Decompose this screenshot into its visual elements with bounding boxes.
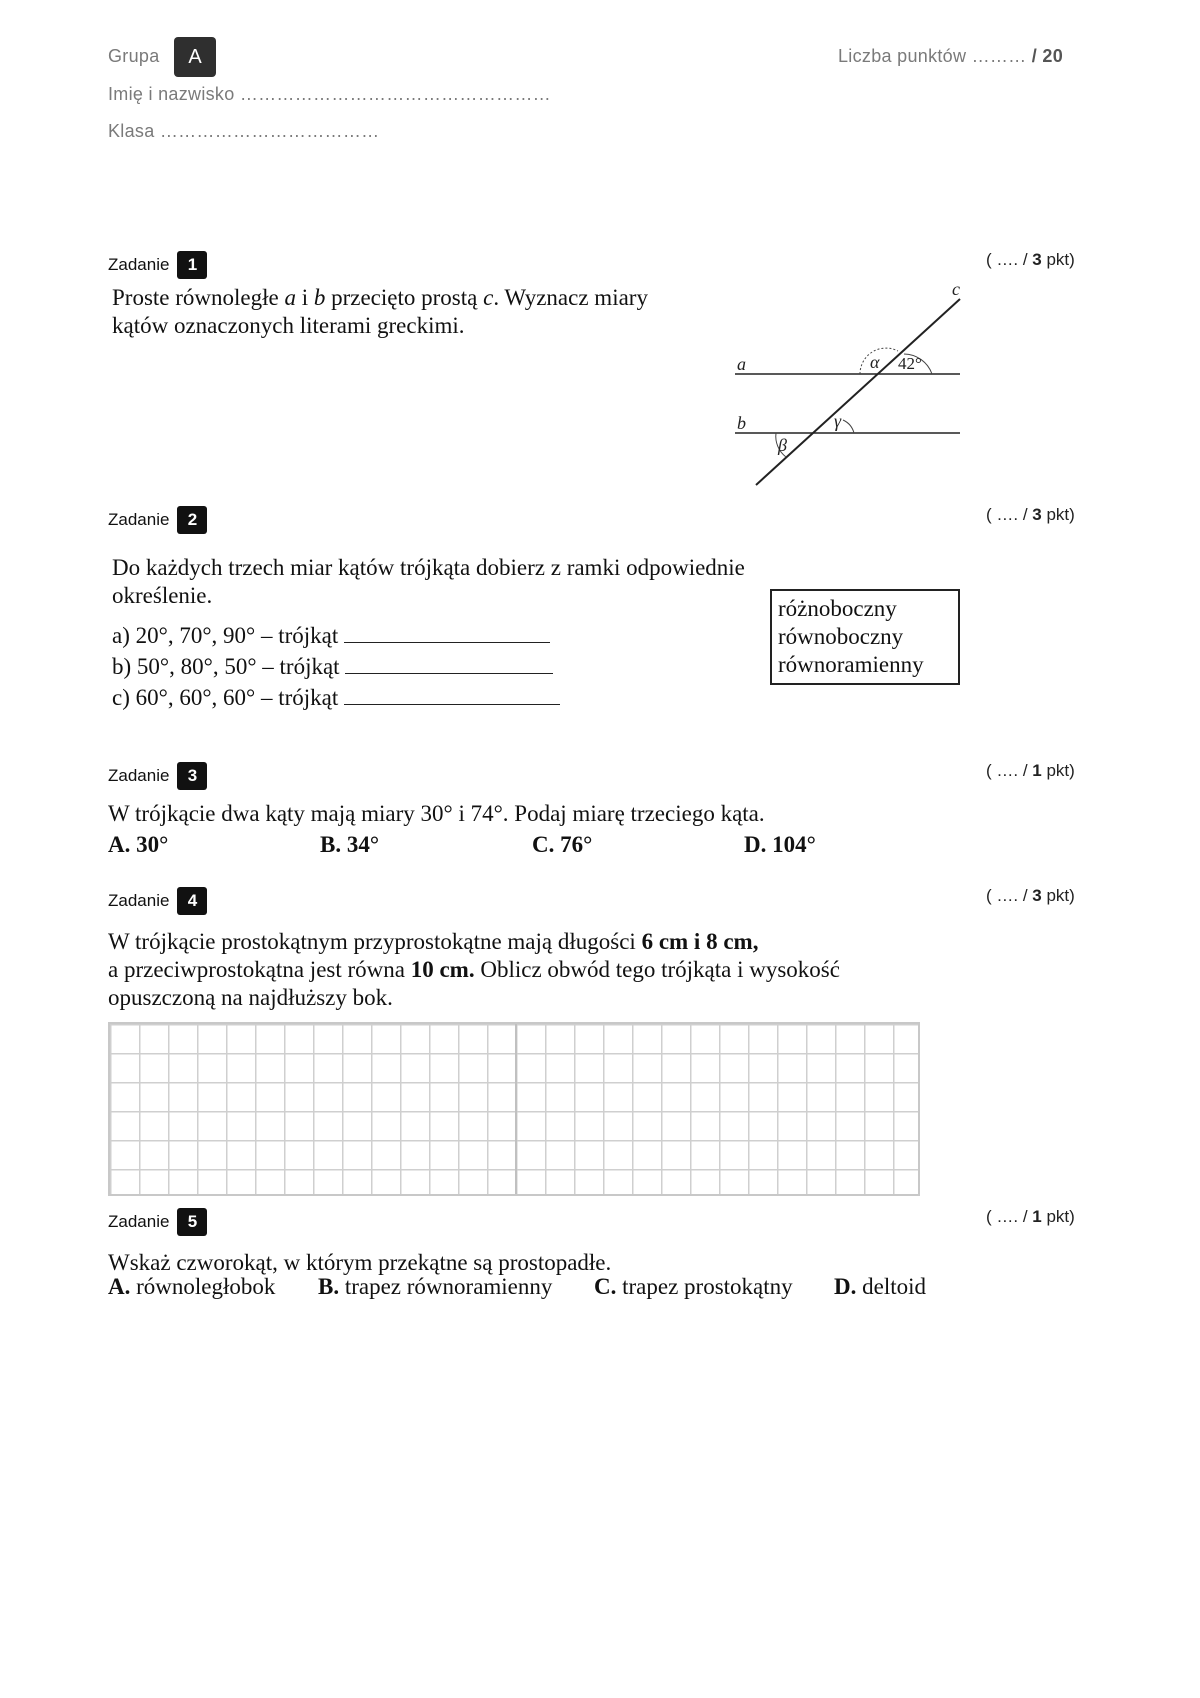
option-scalene: różnoboczny (778, 596, 897, 621)
class-field: Klasa ……………………………… (108, 121, 380, 141)
task-4-header (108, 887, 207, 915)
task-1-points (986, 250, 1075, 270)
item-suffix: – trójkąt (255, 685, 345, 710)
option-d[interactable] (834, 1274, 926, 1300)
option-letter: C. (532, 832, 555, 857)
option-letter: B. (318, 1274, 340, 1299)
task-1-text (112, 284, 648, 340)
option-value: 30° (136, 832, 169, 857)
option-value: 34° (346, 832, 380, 857)
task-3-header (108, 762, 207, 790)
points-value: 1 (1032, 1207, 1042, 1226)
text-part: a przeciwprostokątna jest równa (108, 957, 411, 982)
line-b-label: b (737, 413, 746, 433)
task-5-header (108, 1208, 207, 1236)
item-angles: 20°, 70°, 90° (135, 623, 256, 648)
task-3-text: W trójkącie dwa kąty mają miary 30° i 74°. Podaj miarę trzeciego kąta. (108, 801, 765, 826)
task-4-points (986, 886, 1075, 906)
text-line: opuszczoną na najdłuższy bok. (108, 985, 393, 1010)
option-letter: A. (108, 832, 131, 857)
task-2-items (112, 620, 560, 713)
task-2-header (108, 506, 207, 534)
task-number-badge: 1 (177, 251, 207, 279)
name-field: Imię i nazwisko …………………………………………… (108, 84, 551, 104)
option-letter: D. (744, 832, 767, 857)
option-b[interactable] (318, 1274, 552, 1300)
text-part: Proste równoległe (112, 285, 285, 310)
option-isosceles: równoramienny (778, 652, 924, 677)
answer-blank[interactable] (344, 622, 550, 643)
option-value: 76° (560, 832, 593, 857)
option-equilateral: równoboczny (778, 624, 904, 649)
var-c: c (483, 285, 494, 310)
option-letter: D. (834, 1274, 857, 1299)
option-c[interactable] (532, 832, 592, 858)
item-angles: 60°, 60°, 60° (135, 685, 256, 710)
gamma-arc (843, 420, 854, 433)
task-number-badge: 2 (177, 506, 207, 534)
grid-divider (515, 1024, 517, 1194)
text-bold: 10 cm. (410, 957, 475, 982)
task-4-text (108, 928, 840, 1012)
points-total: / 20 (1031, 46, 1064, 66)
parallel-lines-diagram (720, 275, 980, 495)
text-part: przecięto prostą (325, 285, 484, 310)
group-badge: A (174, 37, 216, 77)
task-number-badge: 5 (177, 1208, 207, 1236)
points-summary (838, 46, 1063, 67)
given-angle-label: 42° (898, 354, 922, 373)
task-3-points (986, 761, 1075, 781)
option-value: 104° (772, 832, 816, 857)
option-letter: C. (594, 1274, 617, 1299)
points-suffix: pkt) (1041, 886, 1075, 905)
option-value: równoległobok (130, 1274, 276, 1299)
text-part: . Wyznacz miary (493, 285, 648, 310)
option-c[interactable] (594, 1274, 793, 1300)
points-label: Liczba punktów ……… (838, 46, 1027, 66)
answer-blank[interactable] (345, 653, 553, 674)
points-suffix: pkt) (1041, 761, 1075, 780)
task-2-item-b (112, 651, 560, 682)
task-label: Zadanie (108, 766, 170, 785)
points-prefix: ( …. / (986, 761, 1033, 780)
points-value: 3 (1032, 886, 1042, 905)
item-prefix: c) (112, 685, 136, 710)
text-line: Do każdych trzech miar kątów trójkąta dobierz z ramki odpowiednie (112, 555, 745, 580)
option-a[interactable] (108, 832, 168, 858)
task-2-item-c (112, 682, 560, 713)
item-suffix: – trójkąt (255, 623, 345, 648)
option-b[interactable] (320, 832, 379, 858)
line-a-label: a (737, 354, 746, 374)
option-value: trapez prostokątny (616, 1274, 793, 1299)
task-2-item-a (112, 620, 560, 651)
points-prefix: ( …. / (986, 505, 1033, 524)
task-number-badge: 3 (177, 762, 207, 790)
option-d[interactable] (744, 832, 816, 858)
item-suffix: – trójkąt (256, 654, 346, 679)
text-line: kątów oznaczonych literami greckimi. (112, 313, 465, 338)
text-line: określenie. (112, 583, 213, 608)
beta-label: β (778, 435, 787, 455)
points-prefix: ( …. / (986, 1207, 1033, 1226)
points-prefix: ( …. / (986, 250, 1033, 269)
group-label: Grupa (108, 46, 160, 66)
options-box (770, 589, 960, 685)
task-1-header (108, 251, 207, 279)
task-2-points (986, 505, 1075, 525)
option-value: deltoid (856, 1274, 927, 1299)
task-2-intro (112, 554, 745, 610)
alpha-label: α (870, 352, 880, 372)
item-angles: 50°, 80°, 50° (136, 654, 257, 679)
task-number-badge: 4 (177, 887, 207, 915)
option-letter: B. (320, 832, 342, 857)
line-c-label: c (952, 279, 960, 299)
task-label: Zadanie (108, 255, 170, 274)
task-label: Zadanie (108, 1212, 170, 1231)
task-label: Zadanie (108, 510, 170, 529)
answer-grid[interactable] (108, 1022, 920, 1196)
item-prefix: a) (112, 623, 136, 648)
task-5-text: Wskaż czworokąt, w którym przekątne są prostopadłe. (108, 1250, 612, 1275)
text-part: Oblicz obwód tego trójkąta i wysokość (474, 957, 840, 982)
task-5-points (986, 1207, 1075, 1227)
points-prefix: ( …. / (986, 886, 1033, 905)
item-prefix: b) (112, 654, 137, 679)
var-a: a (284, 285, 296, 310)
option-value: trapez równoramienny (339, 1274, 553, 1299)
points-suffix: pkt) (1041, 505, 1075, 524)
transversal-c (756, 299, 960, 485)
task-label: Zadanie (108, 891, 170, 910)
answer-blank[interactable] (344, 684, 560, 705)
gamma-label: γ (834, 411, 842, 431)
option-letter: A. (108, 1274, 131, 1299)
points-value: 3 (1032, 505, 1042, 524)
points-value: 1 (1032, 761, 1042, 780)
text-part: i (295, 285, 314, 310)
var-b: b (313, 285, 326, 310)
text-part: W trójkącie prostokątnym przyprostokątne mają długości (108, 929, 642, 954)
points-suffix: pkt) (1041, 1207, 1075, 1226)
points-suffix: pkt) (1041, 250, 1075, 269)
points-value: 3 (1032, 250, 1042, 269)
text-bold: 6 cm i 8 cm, (641, 929, 759, 954)
option-a[interactable] (108, 1274, 275, 1300)
